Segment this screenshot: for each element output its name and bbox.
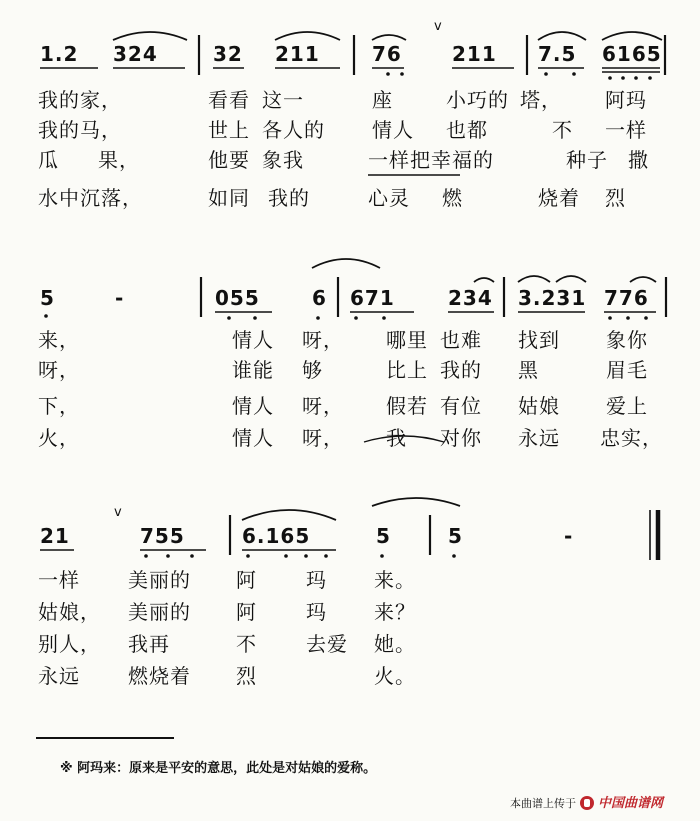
slur — [556, 276, 586, 282]
octave-dot — [144, 554, 148, 558]
octave-dot — [452, 554, 456, 558]
lyric-word: 烈 — [236, 664, 257, 688]
lyric-word: 我的 — [440, 358, 482, 382]
lyric-word: 下， — [38, 394, 80, 418]
lyric-word: 呀， — [302, 394, 344, 418]
source-credit — [510, 796, 663, 810]
lyric-word: 一样把幸福的 — [368, 148, 494, 172]
lyric-word: 如同 — [208, 186, 250, 210]
note-group: 234 — [448, 286, 493, 310]
lyric-word: 我的 — [268, 186, 310, 210]
slur — [474, 278, 494, 282]
slur — [518, 276, 550, 282]
lyric-word: 烧着 — [538, 186, 580, 210]
lyric-word: 我的马， — [38, 118, 122, 142]
note-group: 776 — [604, 286, 649, 310]
octave-dot — [284, 554, 288, 558]
octave-dot — [227, 316, 231, 320]
octave-dot — [634, 76, 638, 80]
lyric-word: 玛 — [306, 600, 327, 624]
lyric-word: 果， — [98, 148, 140, 172]
lyric-word: 燃 — [442, 186, 463, 210]
footnote: ※ 阿玛来：原来是平安的意思，此处是对姑娘的爱称。 — [60, 761, 377, 776]
lyric-word: 有位 — [440, 394, 482, 418]
lyric-word: 一样 — [605, 118, 647, 142]
lyric-word: 情人 — [372, 118, 414, 142]
note-group: 5 — [376, 524, 391, 548]
lyric-word: 种子 — [566, 148, 608, 172]
lyric-word: 忠实， — [600, 426, 663, 450]
octave-dot — [246, 554, 250, 558]
lyric-word: 水中沉落， — [38, 186, 143, 210]
lyric-word: 姑娘 — [518, 394, 560, 418]
slur — [602, 32, 662, 40]
note-group: 1.2 — [40, 42, 79, 66]
octave-dot — [354, 316, 358, 320]
slur — [113, 32, 187, 40]
note-group: 32 — [213, 42, 243, 66]
lyric-word: 他要 — [208, 148, 250, 172]
breath-mark: v — [114, 505, 123, 520]
lyric-word: 烈 — [605, 186, 626, 210]
lyric-word: 别人， — [38, 632, 101, 656]
octave-dot — [572, 72, 576, 76]
note-group: 3.231 — [518, 286, 587, 310]
lyric-word: 永远 — [38, 664, 80, 688]
note-group: 21 — [40, 524, 70, 548]
note-group: - — [115, 286, 125, 310]
lyric-word: 小巧的 — [446, 88, 509, 112]
note-group: 7.5 — [538, 42, 577, 66]
lyric-word: 我再 — [128, 632, 170, 656]
octave-dot — [316, 316, 320, 320]
octave-dot — [380, 554, 384, 558]
lyric-word: 心灵 — [368, 186, 410, 210]
lyric-word: 座 — [372, 88, 393, 112]
lyric-word: 一样 — [38, 568, 80, 592]
lyric-word: 情人 — [232, 426, 274, 450]
lyric-word: 哪里 — [386, 328, 428, 352]
lyric-word: 阿 — [236, 568, 257, 592]
lyric-word: 塔， — [520, 88, 562, 112]
site-logo-icon — [580, 796, 594, 810]
lyric-word: 火。 — [374, 664, 416, 688]
lyric-word: 她。 — [374, 632, 416, 656]
lyric-word: 象我 — [262, 148, 304, 172]
octave-dot — [304, 554, 308, 558]
lyric-word: 够 — [302, 358, 323, 382]
lyric-word: 比上 — [386, 358, 428, 382]
slur — [630, 277, 656, 282]
lyric-word: 来， — [38, 328, 80, 352]
lyric-word: 呀， — [302, 328, 344, 352]
slur — [372, 35, 406, 40]
lyric-word: 美丽的 — [128, 568, 191, 592]
slur — [242, 510, 336, 520]
lyric-word: 呀， — [38, 358, 80, 382]
lyric-word: 玛 — [306, 568, 327, 592]
lyric-word: 来？ — [374, 600, 416, 624]
octave-dot — [626, 316, 630, 320]
lyric-word: 对你 — [440, 426, 482, 450]
lyric-word: 呀， — [302, 426, 344, 450]
lyric-word: 谁能 — [232, 358, 274, 382]
lyric-word: 我 — [386, 426, 407, 450]
octave-dot — [253, 316, 257, 320]
note-group: 671 — [350, 286, 395, 310]
lyric-word: 也都 — [446, 118, 488, 142]
octave-dot — [44, 314, 48, 318]
lyric-word: 撒 — [628, 148, 649, 172]
note-group: 324 — [113, 42, 158, 66]
lyric-word: 世上 — [208, 118, 250, 142]
slur — [275, 32, 340, 40]
slur — [538, 32, 586, 40]
lyric-word: 我的家， — [38, 88, 122, 112]
note-group: 055 — [215, 286, 260, 310]
octave-dot — [644, 316, 648, 320]
lyric-word: 各人的 — [262, 118, 325, 142]
note-group: 6.165 — [242, 524, 311, 548]
lyric-word: 假若 — [386, 394, 428, 418]
lyric-word: 这一 — [262, 88, 304, 112]
lyric-word: 象你 — [606, 328, 648, 352]
lyric-word: 不 — [236, 632, 257, 656]
site-logo-text: 中国曲谱网 — [598, 795, 664, 811]
octave-dot — [166, 554, 170, 558]
octave-dot — [382, 316, 386, 320]
octave-dot — [400, 72, 404, 76]
slur — [312, 259, 380, 268]
lyric-word: 燃烧着 — [128, 664, 191, 688]
breath-mark: v — [434, 19, 443, 34]
octave-dot — [608, 76, 612, 80]
note-group: 211 — [452, 42, 497, 66]
lyric-word: 找到 — [518, 328, 560, 352]
note-group: 76 — [372, 42, 402, 66]
lyric-word: 不 — [552, 118, 573, 142]
note-group: 6 — [312, 286, 327, 310]
lyric-word: 眉毛 — [606, 358, 648, 382]
lyric-word: 姑娘， — [38, 600, 101, 624]
credit-text: 本曲谱上传于 — [510, 796, 576, 810]
octave-dot — [324, 554, 328, 558]
lyric-slur — [364, 436, 444, 442]
octave-dot — [190, 554, 194, 558]
octave-dot — [608, 316, 612, 320]
octave-dot — [648, 76, 652, 80]
octave-dot — [386, 72, 390, 76]
slur — [372, 498, 460, 506]
lyric-word: 火， — [38, 426, 80, 450]
note-group: 5 — [448, 524, 463, 548]
lyric-word: 阿玛 — [605, 88, 647, 112]
octave-dot — [544, 72, 548, 76]
note-group: 755 — [140, 524, 185, 548]
lyric-word: 永远 — [518, 426, 560, 450]
lyric-word: 去爱 — [306, 632, 348, 656]
note-group: 5 — [40, 286, 55, 310]
note-group: - — [564, 524, 574, 548]
note-group: 211 — [275, 42, 320, 66]
lyric-word: 来。 — [374, 568, 416, 592]
lyric-word: 阿 — [236, 600, 257, 624]
lyric-word: 看看 — [208, 88, 250, 112]
lyric-word: 美丽的 — [128, 600, 191, 624]
lyric-word: 也难 — [440, 328, 482, 352]
lyric-word: 情人 — [232, 328, 274, 352]
octave-dot — [621, 76, 625, 80]
lyric-word: 瓜 — [38, 148, 59, 172]
lyric-word: 黑 — [518, 358, 539, 382]
lyric-word: 爱上 — [606, 394, 648, 418]
note-group: 6165 — [602, 42, 662, 66]
lyric-word: 情人 — [232, 394, 274, 418]
